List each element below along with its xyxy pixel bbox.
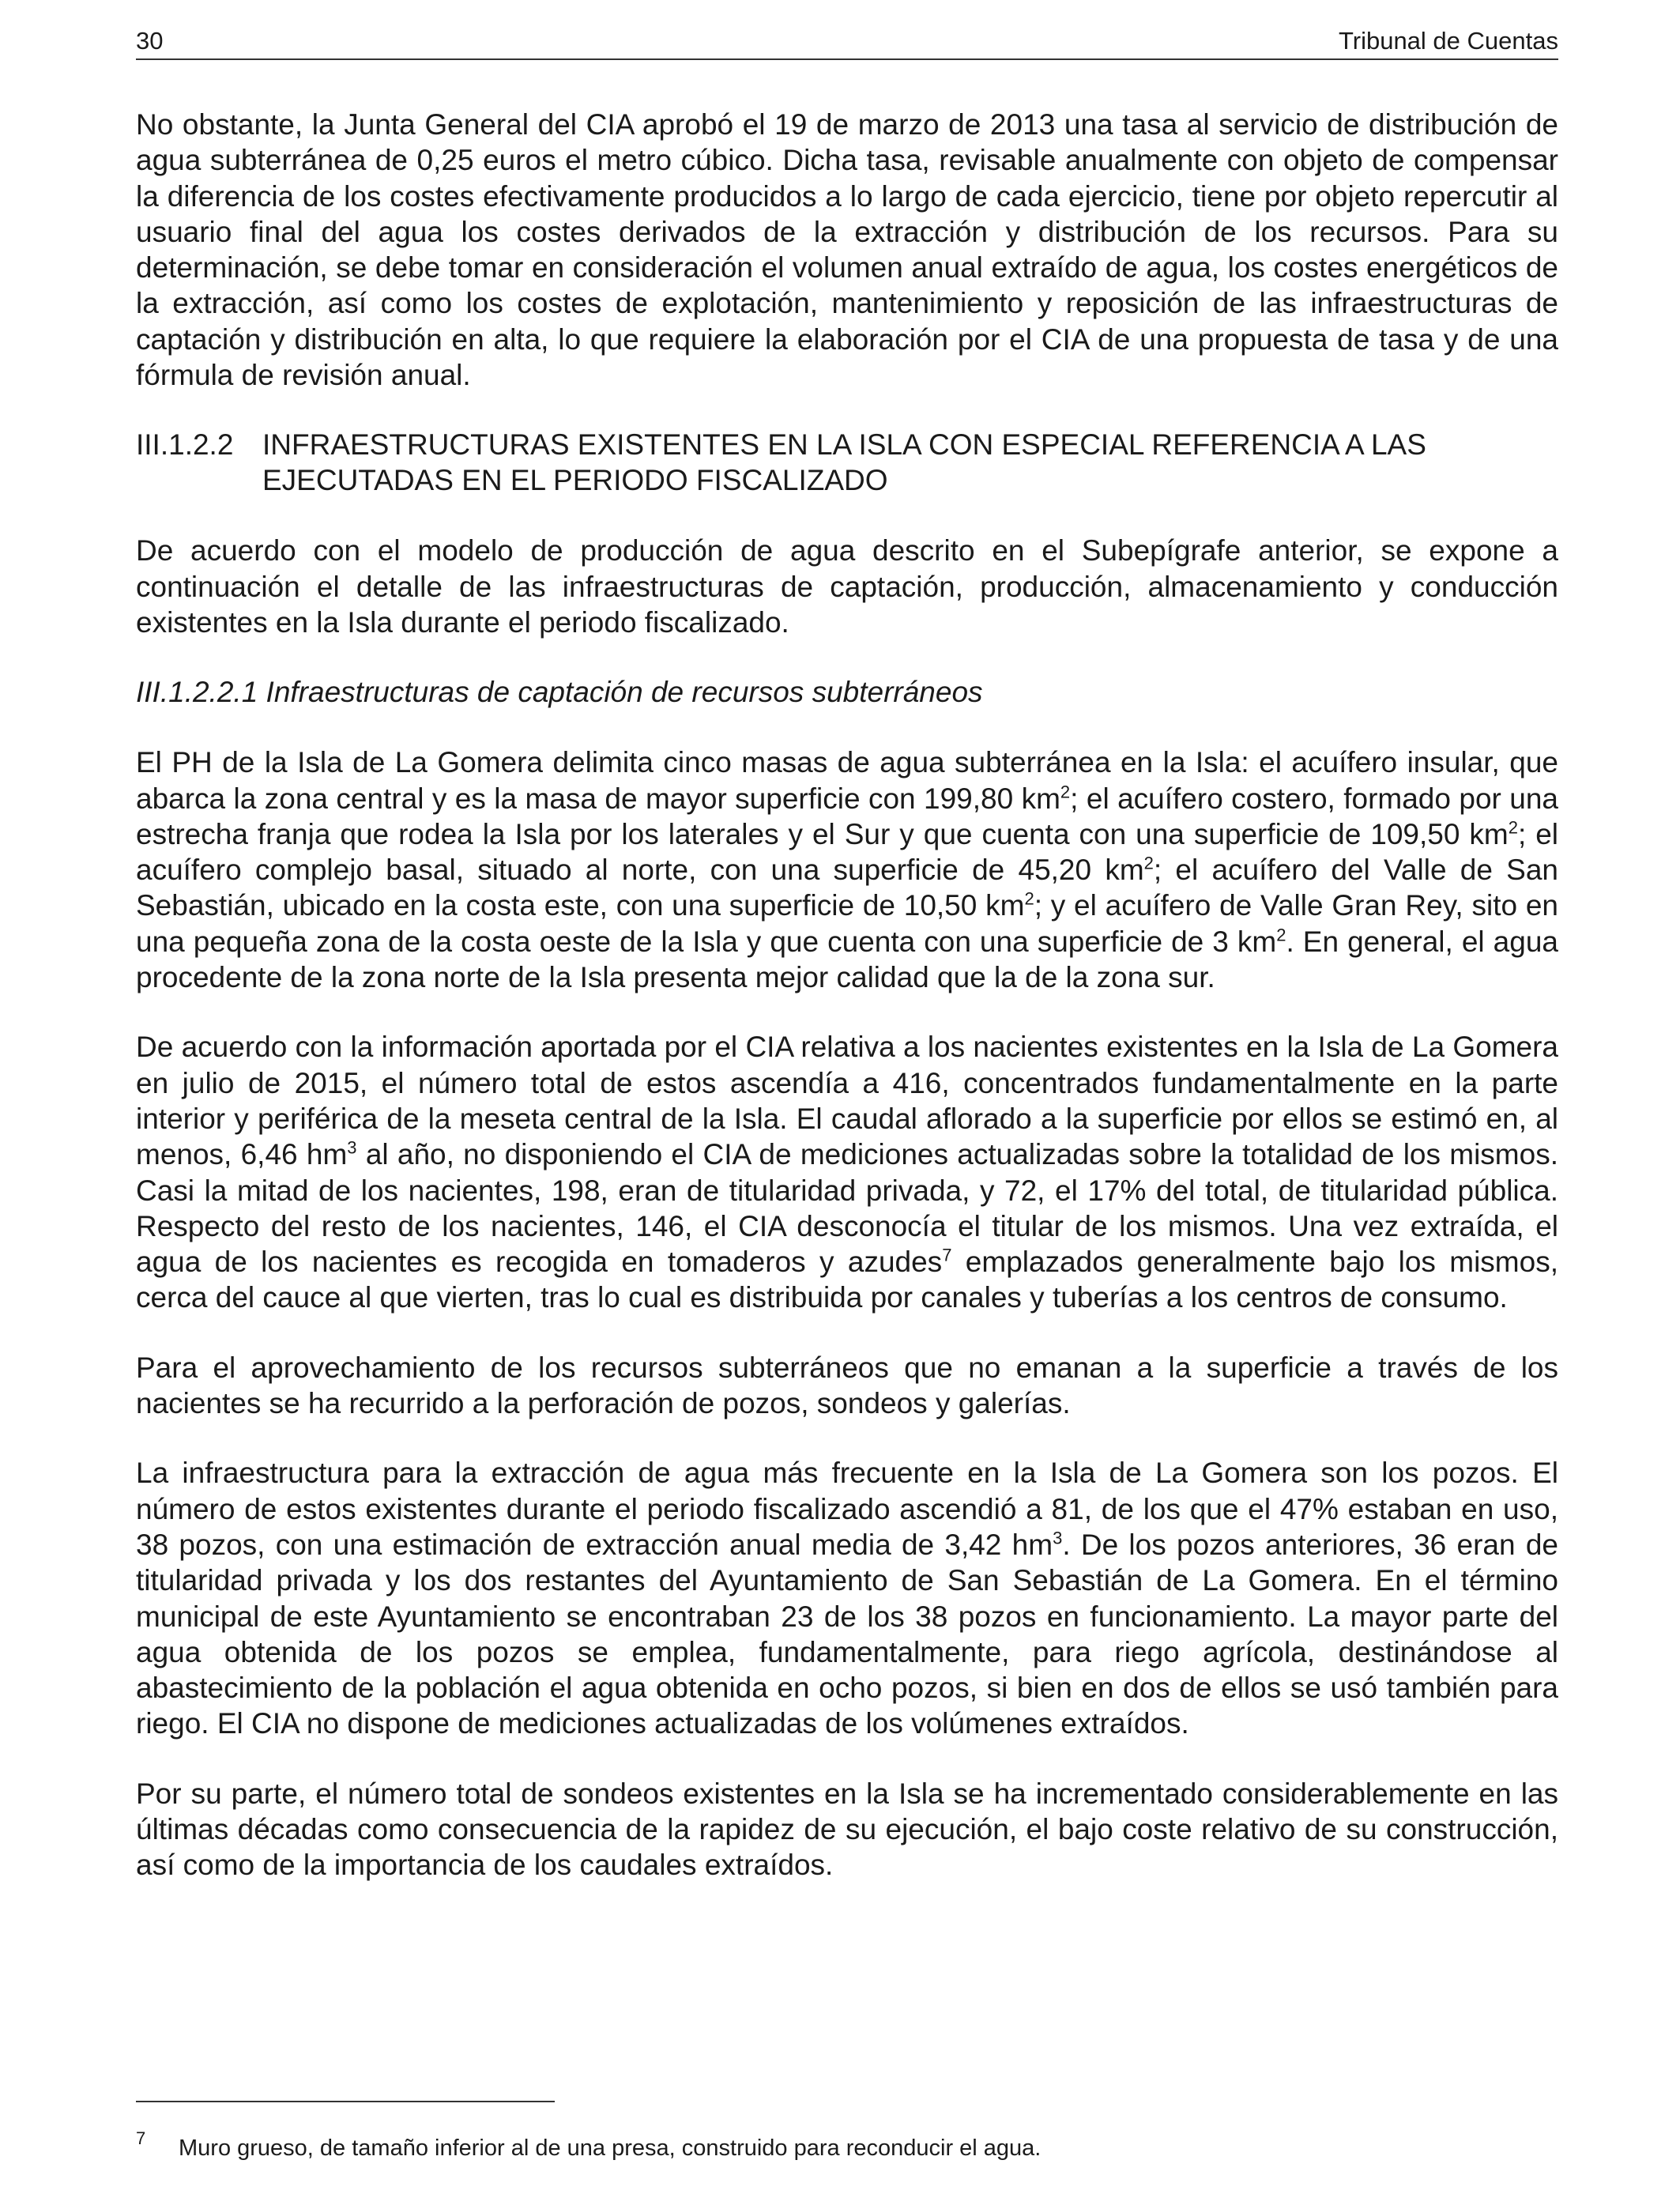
- paragraph-nacientes: [136, 1029, 1558, 1315]
- footnote-reference[interactable]: 7: [942, 1245, 952, 1265]
- subsection-heading: III.1.2.2.1 Infraestructuras de captación de recursos subterráneos: [136, 676, 983, 709]
- superscript: 2: [1024, 889, 1034, 910]
- paragraph-masas-agua: [136, 745, 1558, 995]
- document-body: [136, 107, 1558, 1917]
- page-number: 30: [136, 27, 164, 55]
- text-segment: El PH de la Isla de La Gomera delimita cinco masas de agua subterránea en la Isla: el acuífero insular, que abarca la zona central y es la masa de mayor superficie con 199,80 km: [136, 746, 1558, 815]
- text-segment: . De los pozos anteriores, 36 eran de titularidad privada y los dos restantes del Ayuntamiento de San Sebastián de La Gomera. En el término municipal de este Ayuntamiento se encontraban 23 de los 38 pozos en funcionamiento. La mayor parte del agua obtenida de los pozos se emplea, fundamentalmente, para riego agrícola, destinándose al abastecimiento de la población el agua obtenida en ocho pozos, si bien en dos de ellos se usó también para riego. El CIA no dispone de mediciones actualizadas de los volúmenes extraídos.: [136, 1528, 1558, 1740]
- paragraph-tasa: No obstante, la Junta General del CIA aprobó el 19 de marzo de 2013 una tasa al servicio de distribución de agua subterránea de 0,25 euros el metro cúbico. Dicha tasa, revisable anualmente con objeto de compensar la diferencia de los costes efectivamente producidos a lo largo de cada ejercicio, tiene por objeto repercutir al usuario final del agua los costes derivados de la extracción y distribución de los recursos. Para su determinación, se debe tomar en consideración el volumen anual extraído de agua, los costes energéticos de la extracción, así como los costes de explotación, mantenimiento y reposición de las infraestructuras de captación y distribución en alta, lo que requiere la elaboración por el CIA de una propuesta de tasa y de una fórmula de revisión anual.: [136, 108, 1558, 392]
- header-organization: Tribunal de Cuentas: [1338, 27, 1558, 55]
- text-segment: La infraestructura para la extracción de agua más frecuente en la Isla de La Gomera son los pozos. El número de estos existentes durante el periodo fiscalizado ascendió a 81, de los que el 47% estaban en uso, 38 pozos, con una estimación de extracción anual media de 3,42 hm: [136, 1457, 1558, 1561]
- superscript: 2: [1143, 853, 1154, 873]
- superscript: 2: [1508, 817, 1518, 838]
- text-segment: ; el acuífero costero, formado por una estrecha franja que rodea la Isla por los laterales y el Sur y que cuenta con una superficie de 109,50 km: [136, 782, 1558, 850]
- section-title-line1: INFRAESTRUCTURAS EXISTENTES EN LA ISLA CON ESPECIAL REFERENCIA A LAS: [262, 428, 1426, 462]
- section-title-line2: EJECUTADAS EN EL PERIODO FISCALIZADO: [262, 464, 888, 497]
- superscript: 3: [347, 1137, 357, 1158]
- text-segment: . En general, el agua procedente de la zona norte de la Isla presenta mejor calidad que la de la zona sur.: [136, 925, 1558, 994]
- paragraph-intro-infraestructuras: De acuerdo con el modelo de producción de agua descrito en el Subepígrafe anterior, se expone a continuación el detalle de las infraestructuras de captación, producción, almacenamiento y conducción existentes en la Isla durante el periodo fiscalizado.: [136, 534, 1558, 639]
- paragraph-aprovechamiento: Para el aprovechamiento de los recursos subterráneos que no emanan a la superficie a través de los nacientes se ha recurrido a la perforación de pozos, sondeos y galerías.: [136, 1351, 1558, 1420]
- section-heading: [136, 427, 1558, 498]
- text-segment: ; el acuífero del Valle de San Sebastián, ubicado en la costa este, con una superficie de 10,50 km: [136, 854, 1558, 922]
- section-number: III.1.2.2: [136, 428, 234, 462]
- paragraph-pozos: [136, 1455, 1558, 1741]
- paragraph-sondeos: Por su parte, el número total de sondeos existentes en la Isla se ha incrementado considerablemente en las últimas décadas como consecuencia de la rapidez de su ejecución, el bajo coste relativo de su construcción, así como de la importancia de los caudales extraídos.: [136, 1777, 1558, 1882]
- footnote-text: Muro grueso, de tamaño inferior al de una presa, construido para reconducir el agua.: [179, 2136, 1042, 2161]
- footnote-divider: [136, 2101, 555, 2102]
- text-segment: ; y el acuífero de Valle Gran Rey, sito en una pequeña zona de la costa oeste de la Isla y que cuenta con una superficie de 3 km: [136, 889, 1558, 958]
- text-segment: De acuerdo con la información aportada por el CIA relativa a los nacientes existentes en la Isla de La Gomera en julio de 2015, el número total de estos ascendía a 416, concentrados fundamentalmente en la parte interior y periférica de la meseta central de la Isla. El caudal aflorado a la superficie por ellos se estimó en, al menos, 6,46 hm: [136, 1031, 1558, 1171]
- text-segment: al año, no disponiendo el CIA de mediciones actualizadas sobre la totalidad de los mismos. Casi la mitad de los nacientes, 198, eran de titularidad privada, y 72, el 17% del total, de titularidad pública. Respecto del resto de los nacientes, 146, el CIA desconocía el titular de los mismos. Una vez extraída, el agua de los nacientes es recogida en tomaderos y azudes: [136, 1138, 1558, 1279]
- footnote-number: 7: [136, 2128, 146, 2148]
- superscript: 2: [1060, 782, 1071, 802]
- page-header: [136, 24, 1558, 60]
- superscript: 3: [1053, 1528, 1063, 1548]
- superscript: 2: [1276, 925, 1286, 945]
- text-segment: ; el acuífero complejo basal, situado al norte, con una superficie de 45,20 km: [136, 817, 1558, 887]
- text-segment: emplazados generalmente bajo los mismos, cerca del cauce al que vierten, tras lo cual es distribuida por canales y tuberías a los centros de consumo.: [136, 1246, 1558, 1314]
